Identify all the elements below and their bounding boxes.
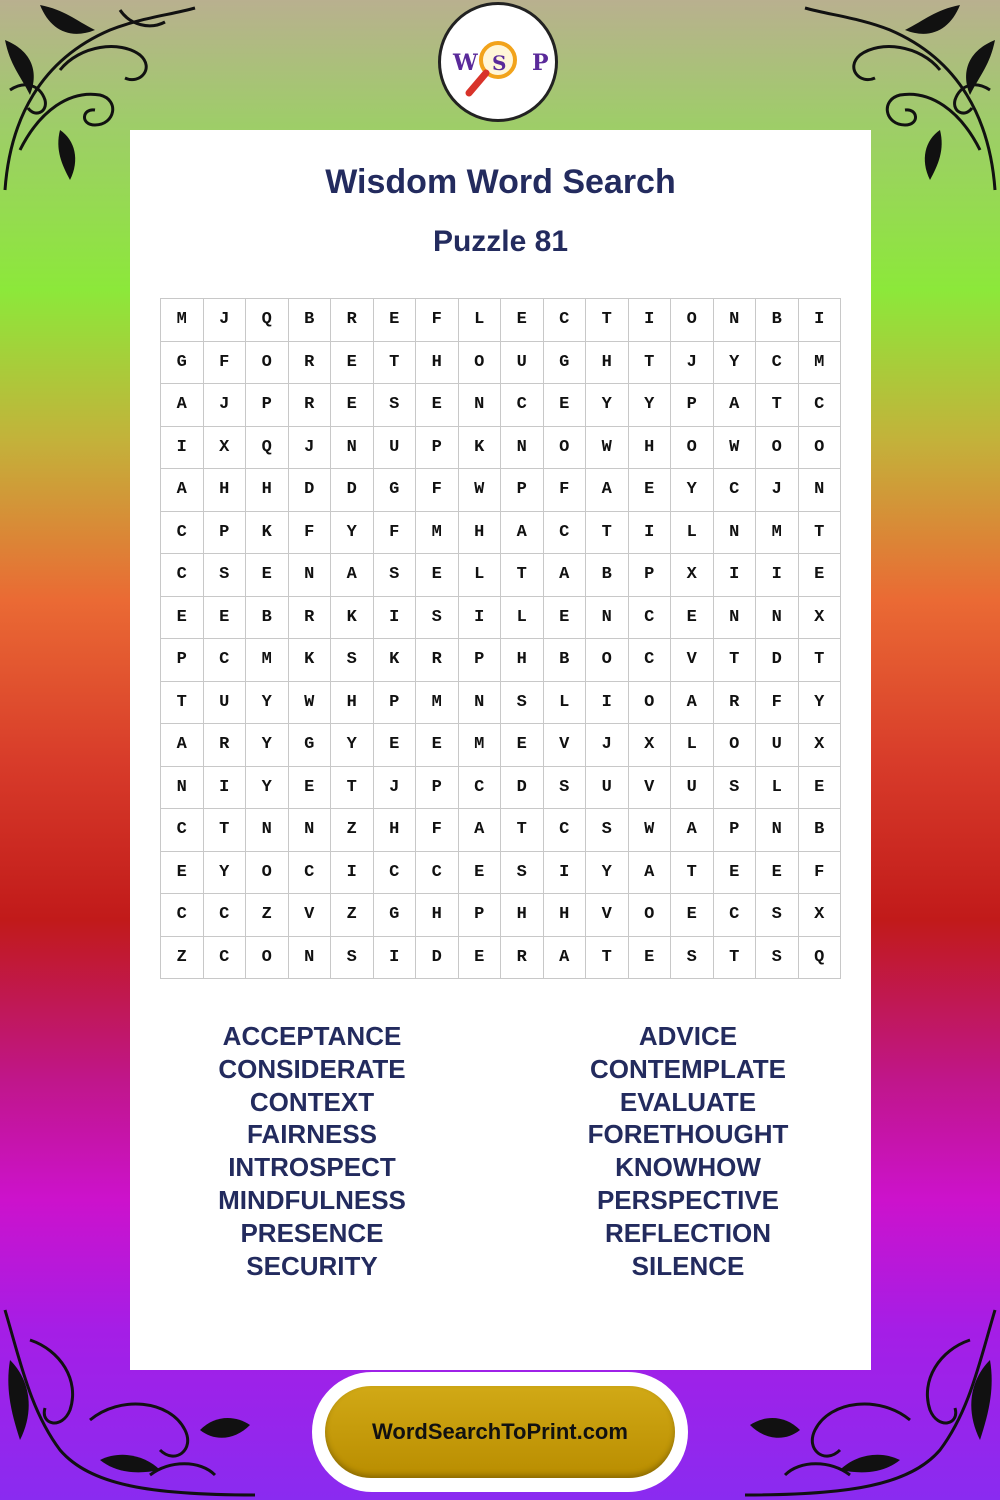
grid-cell[interactable]: V <box>544 724 587 767</box>
word-list-item: KNOWHOW <box>615 1152 761 1183</box>
grid-cell[interactable]: D <box>416 937 459 980</box>
grid-cell[interactable]: C <box>416 852 459 895</box>
grid-cell[interactable]: O <box>671 427 714 470</box>
grid-cell[interactable]: F <box>756 682 799 725</box>
grid-cell[interactable]: E <box>374 299 417 342</box>
grid-cell[interactable]: R <box>204 724 247 767</box>
grid-cell[interactable]: R <box>289 597 332 640</box>
grid-cell[interactable]: N <box>586 597 629 640</box>
grid-cell[interactable]: Y <box>714 342 757 385</box>
grid-cell[interactable]: E <box>416 724 459 767</box>
grid-cell[interactable]: M <box>416 682 459 725</box>
grid-cell[interactable]: M <box>459 724 502 767</box>
grid-cell[interactable]: M <box>756 512 799 555</box>
word-list-right <box>498 1020 878 1282</box>
grid-cell[interactable]: C <box>501 384 544 427</box>
grid-cell[interactable]: C <box>289 852 332 895</box>
grid-cell[interactable]: I <box>204 767 247 810</box>
grid-cell[interactable]: I <box>714 554 757 597</box>
grid-cell[interactable]: C <box>374 852 417 895</box>
grid-cell[interactable]: N <box>289 554 332 597</box>
grid-cell[interactable]: T <box>161 682 204 725</box>
grid-cell[interactable]: A <box>671 809 714 852</box>
grid-cell[interactable]: F <box>416 469 459 512</box>
grid-cell[interactable]: A <box>459 809 502 852</box>
grid-cell[interactable]: D <box>756 639 799 682</box>
grid-cell[interactable]: C <box>799 384 842 427</box>
grid-cell[interactable]: C <box>204 937 247 980</box>
grid-cell[interactable]: P <box>416 767 459 810</box>
grid-cell[interactable]: B <box>586 554 629 597</box>
grid-cell[interactable]: F <box>416 299 459 342</box>
grid-cell[interactable]: X <box>799 894 842 937</box>
grid-cell[interactable]: P <box>501 469 544 512</box>
grid-cell[interactable]: H <box>459 512 502 555</box>
grid-cell[interactable]: K <box>246 512 289 555</box>
grid-cell[interactable]: F <box>416 809 459 852</box>
grid-cell[interactable]: S <box>756 937 799 980</box>
grid-cell[interactable]: R <box>501 937 544 980</box>
grid-cell[interactable]: L <box>459 554 502 597</box>
grid-cell[interactable]: C <box>204 894 247 937</box>
grid-cell[interactable]: U <box>501 342 544 385</box>
grid-cell[interactable]: P <box>671 384 714 427</box>
grid-cell[interactable]: K <box>459 427 502 470</box>
grid-cell[interactable]: P <box>629 554 672 597</box>
grid-cell[interactable]: T <box>714 639 757 682</box>
grid-cell[interactable]: O <box>714 724 757 767</box>
grid-cell[interactable]: E <box>501 299 544 342</box>
logo-letter-p: P <box>532 50 549 76</box>
grid-cell[interactable]: G <box>374 469 417 512</box>
grid-cell[interactable]: B <box>544 639 587 682</box>
grid-cell[interactable]: A <box>161 724 204 767</box>
grid-cell[interactable]: X <box>204 427 247 470</box>
grid-cell[interactable]: S <box>671 937 714 980</box>
grid-cell[interactable]: N <box>331 427 374 470</box>
word-list-item: SECURITY <box>246 1250 378 1281</box>
grid-cell[interactable]: G <box>289 724 332 767</box>
grid-cell[interactable]: C <box>756 342 799 385</box>
grid-cell[interactable]: U <box>586 767 629 810</box>
grid-cell[interactable]: V <box>629 767 672 810</box>
grid-cell[interactable]: F <box>204 342 247 385</box>
grid-cell[interactable]: Q <box>246 299 289 342</box>
grid-cell[interactable]: S <box>756 894 799 937</box>
grid-cell[interactable]: E <box>416 384 459 427</box>
grid-cell[interactable]: E <box>374 724 417 767</box>
grid-cell[interactable]: A <box>544 554 587 597</box>
grid-cell[interactable]: N <box>289 809 332 852</box>
grid-cell[interactable]: N <box>756 597 799 640</box>
grid-cell[interactable]: Y <box>629 384 672 427</box>
grid-cell[interactable]: A <box>161 469 204 512</box>
wsp-logo <box>438 2 558 122</box>
grid-cell[interactable]: L <box>501 597 544 640</box>
grid-cell[interactable]: Y <box>246 767 289 810</box>
grid-cell[interactable]: D <box>501 767 544 810</box>
grid-cell[interactable]: U <box>756 724 799 767</box>
grid-cell[interactable]: E <box>331 384 374 427</box>
letter-grid[interactable] <box>160 298 841 979</box>
grid-cell[interactable]: S <box>501 682 544 725</box>
grid-cell[interactable]: R <box>289 342 332 385</box>
grid-cell[interactable]: G <box>374 894 417 937</box>
word-list-item: REFLECTION <box>604 1217 772 1248</box>
grid-cell[interactable]: T <box>671 852 714 895</box>
grid-cell[interactable]: X <box>799 597 842 640</box>
grid-cell[interactable]: T <box>374 342 417 385</box>
grid-cell[interactable]: K <box>289 639 332 682</box>
grid-cell[interactable]: N <box>756 809 799 852</box>
grid-cell[interactable]: B <box>756 299 799 342</box>
grid-cell[interactable]: E <box>161 597 204 640</box>
grid-cell[interactable]: Y <box>586 384 629 427</box>
word-list-item: CONSIDERATE <box>218 1053 406 1084</box>
grid-cell[interactable]: H <box>246 469 289 512</box>
grid-cell[interactable]: C <box>161 894 204 937</box>
grid-cell[interactable]: T <box>204 809 247 852</box>
grid-cell[interactable]: Q <box>246 427 289 470</box>
grid-cell[interactable]: K <box>331 597 374 640</box>
grid-cell[interactable]: V <box>586 894 629 937</box>
grid-cell[interactable]: P <box>416 427 459 470</box>
grid-cell[interactable]: E <box>756 852 799 895</box>
grid-cell[interactable]: H <box>204 469 247 512</box>
grid-cell[interactable]: N <box>501 427 544 470</box>
word-list-item: CONTEMPLATE <box>590 1053 786 1084</box>
grid-cell[interactable]: T <box>799 639 842 682</box>
grid-cell[interactable]: J <box>374 767 417 810</box>
grid-cell[interactable]: C <box>714 469 757 512</box>
grid-cell[interactable]: O <box>544 427 587 470</box>
grid-cell[interactable]: C <box>161 512 204 555</box>
grid-cell[interactable]: P <box>374 682 417 725</box>
grid-cell[interactable]: T <box>756 384 799 427</box>
grid-cell[interactable]: C <box>161 554 204 597</box>
grid-cell[interactable]: S <box>374 554 417 597</box>
grid-cell[interactable]: C <box>459 767 502 810</box>
grid-cell[interactable]: S <box>501 852 544 895</box>
grid-cell[interactable]: T <box>586 937 629 980</box>
grid-cell[interactable]: P <box>161 639 204 682</box>
grid-cell[interactable]: R <box>331 299 374 342</box>
grid-cell[interactable]: H <box>416 894 459 937</box>
grid-cell[interactable]: E <box>459 937 502 980</box>
grid-cell[interactable]: P <box>459 639 502 682</box>
grid-cell[interactable]: E <box>204 597 247 640</box>
grid-cell[interactable]: L <box>459 299 502 342</box>
grid-cell[interactable]: X <box>799 724 842 767</box>
grid-cell[interactable]: E <box>799 767 842 810</box>
grid-cell[interactable]: E <box>416 554 459 597</box>
grid-cell[interactable]: L <box>671 512 714 555</box>
grid-cell[interactable]: Z <box>161 937 204 980</box>
grid-cell[interactable]: U <box>204 682 247 725</box>
grid-cell[interactable]: N <box>289 937 332 980</box>
grid-cell[interactable]: D <box>289 469 332 512</box>
grid-cell[interactable]: S <box>374 384 417 427</box>
word-list-item: SILENCE <box>631 1250 745 1281</box>
grid-cell[interactable]: O <box>756 427 799 470</box>
grid-cell[interactable]: A <box>629 852 672 895</box>
grid-cell[interactable]: N <box>459 682 502 725</box>
grid-cell[interactable]: E <box>246 554 289 597</box>
grid-cell[interactable]: Z <box>331 894 374 937</box>
grid-cell[interactable]: S <box>544 767 587 810</box>
grid-cell[interactable]: W <box>289 682 332 725</box>
grid-cell[interactable]: R <box>289 384 332 427</box>
grid-cell[interactable]: I <box>586 682 629 725</box>
grid-cell[interactable]: J <box>586 724 629 767</box>
grid-cell[interactable]: C <box>204 639 247 682</box>
grid-cell[interactable]: C <box>544 512 587 555</box>
grid-cell[interactable]: U <box>374 427 417 470</box>
grid-cell[interactable]: N <box>161 767 204 810</box>
grid-cell[interactable]: E <box>629 937 672 980</box>
grid-cell[interactable]: I <box>374 937 417 980</box>
grid-cell[interactable]: O <box>671 299 714 342</box>
word-list-item: FORETHOUGHT <box>587 1119 789 1150</box>
grid-cell[interactable]: W <box>714 427 757 470</box>
grid-cell[interactable]: E <box>501 724 544 767</box>
grid-cell[interactable]: W <box>586 427 629 470</box>
word-list-item: CONTEXT <box>249 1086 375 1117</box>
grid-cell[interactable]: T <box>586 299 629 342</box>
grid-cell[interactable]: H <box>544 894 587 937</box>
grid-cell[interactable]: Y <box>246 724 289 767</box>
grid-cell[interactable]: T <box>629 342 672 385</box>
grid-cell[interactable]: R <box>416 639 459 682</box>
word-list-left <box>122 1020 502 1282</box>
grid-cell[interactable]: S <box>416 597 459 640</box>
grid-cell[interactable]: W <box>629 809 672 852</box>
grid-cell[interactable]: B <box>289 299 332 342</box>
grid-cell[interactable]: Y <box>331 724 374 767</box>
grid-cell[interactable]: S <box>714 767 757 810</box>
grid-cell[interactable]: O <box>586 639 629 682</box>
word-list-item: MINDFULNESS <box>218 1184 406 1215</box>
grid-cell[interactable]: E <box>161 852 204 895</box>
grid-cell[interactable]: I <box>459 597 502 640</box>
grid-cell[interactable]: E <box>544 597 587 640</box>
grid-cell[interactable]: Z <box>246 894 289 937</box>
grid-cell[interactable]: T <box>501 809 544 852</box>
grid-cell[interactable]: A <box>331 554 374 597</box>
word-list-item: INTROSPECT <box>228 1152 396 1183</box>
grid-cell[interactable]: F <box>544 469 587 512</box>
grid-cell[interactable]: O <box>246 852 289 895</box>
grid-cell[interactable]: N <box>459 384 502 427</box>
grid-cell[interactable]: I <box>629 299 672 342</box>
grid-cell[interactable]: S <box>204 554 247 597</box>
grid-cell[interactable]: D <box>331 469 374 512</box>
grid-cell[interactable]: O <box>459 342 502 385</box>
grid-cell[interactable]: M <box>799 342 842 385</box>
grid-cell[interactable]: X <box>629 724 672 767</box>
grid-cell[interactable]: I <box>331 852 374 895</box>
grid-cell[interactable]: E <box>544 384 587 427</box>
grid-cell[interactable]: V <box>671 639 714 682</box>
grid-cell[interactable]: H <box>629 427 672 470</box>
grid-cell[interactable]: H <box>501 894 544 937</box>
grid-cell[interactable]: E <box>289 767 332 810</box>
grid-cell[interactable]: J <box>671 342 714 385</box>
grid-cell[interactable]: Q <box>799 937 842 980</box>
grid-cell[interactable]: H <box>501 639 544 682</box>
grid-cell[interactable]: I <box>799 299 842 342</box>
grid-cell[interactable]: F <box>289 512 332 555</box>
word-list-item: ACCEPTANCE <box>222 1021 402 1051</box>
logo-letter-s: S <box>492 51 507 75</box>
grid-cell[interactable]: S <box>586 809 629 852</box>
site-link[interactable]: WordSearchToPrint.com <box>372 1419 628 1444</box>
grid-cell[interactable]: V <box>289 894 332 937</box>
word-list-item: EVALUATE <box>619 1086 757 1117</box>
grid-cell[interactable]: A <box>161 384 204 427</box>
grid-cell[interactable]: A <box>586 469 629 512</box>
word-list-item: PRESENCE <box>240 1217 384 1248</box>
grid-cell[interactable]: T <box>799 512 842 555</box>
grid-cell[interactable]: K <box>374 639 417 682</box>
grid-cell[interactable]: N <box>714 299 757 342</box>
word-list-item: FAIRNESS <box>246 1119 378 1150</box>
grid-cell[interactable]: J <box>204 384 247 427</box>
grid-cell[interactable]: Y <box>246 682 289 725</box>
grid-cell[interactable]: P <box>714 809 757 852</box>
grid-cell[interactable]: S <box>331 937 374 980</box>
grid-cell[interactable]: H <box>374 809 417 852</box>
grid-cell[interactable]: J <box>204 299 247 342</box>
word-list-item: PERSPECTIVE <box>596 1184 780 1215</box>
grid-cell[interactable]: E <box>671 597 714 640</box>
page-title: Wisdom Word Search <box>325 163 676 201</box>
grid-cell[interactable]: P <box>204 512 247 555</box>
grid-cell[interactable]: P <box>459 894 502 937</box>
grid-cell[interactable]: Y <box>204 852 247 895</box>
grid-cell[interactable]: T <box>714 937 757 980</box>
grid-cell[interactable]: U <box>671 767 714 810</box>
grid-cell[interactable]: Y <box>331 512 374 555</box>
grid-cell[interactable]: C <box>629 597 672 640</box>
grid-cell[interactable]: N <box>246 809 289 852</box>
grid-cell[interactable]: Y <box>586 852 629 895</box>
grid-cell[interactable]: C <box>629 639 672 682</box>
grid-cell[interactable]: J <box>756 469 799 512</box>
grid-cell[interactable]: O <box>246 937 289 980</box>
grid-cell[interactable]: R <box>714 682 757 725</box>
grid-cell[interactable]: W <box>459 469 502 512</box>
grid-cell[interactable]: F <box>799 852 842 895</box>
grid-cell[interactable]: A <box>501 512 544 555</box>
puzzle-number: Puzzle 81 <box>432 225 569 258</box>
grid-cell[interactable]: Z <box>331 809 374 852</box>
grid-cell[interactable]: A <box>671 682 714 725</box>
grid-cell[interactable]: N <box>714 597 757 640</box>
footer-banner[interactable] <box>325 1386 675 1478</box>
grid-cell[interactable]: J <box>289 427 332 470</box>
grid-cell[interactable]: F <box>374 512 417 555</box>
grid-cell[interactable]: E <box>331 342 374 385</box>
grid-cell[interactable]: Y <box>671 469 714 512</box>
grid-cell[interactable]: T <box>501 554 544 597</box>
grid-cell[interactable]: I <box>544 852 587 895</box>
grid-cell[interactable]: M <box>246 639 289 682</box>
grid-cell[interactable]: B <box>799 809 842 852</box>
grid-cell[interactable]: I <box>756 554 799 597</box>
grid-cell[interactable]: E <box>671 894 714 937</box>
grid-cell[interactable]: O <box>246 342 289 385</box>
grid-cell[interactable]: G <box>161 342 204 385</box>
grid-cell[interactable]: L <box>671 724 714 767</box>
grid-cell[interactable]: A <box>544 937 587 980</box>
grid-cell[interactable]: C <box>161 809 204 852</box>
grid-cell[interactable]: P <box>246 384 289 427</box>
grid-cell[interactable]: C <box>544 809 587 852</box>
grid-cell[interactable]: L <box>544 682 587 725</box>
grid-cell[interactable]: I <box>161 427 204 470</box>
grid-cell[interactable]: H <box>416 342 459 385</box>
grid-cell[interactable]: O <box>629 894 672 937</box>
grid-cell[interactable]: E <box>799 554 842 597</box>
logo-letter-w: W <box>453 50 478 76</box>
grid-cell[interactable]: M <box>416 512 459 555</box>
grid-cell[interactable]: O <box>629 682 672 725</box>
grid-cell[interactable]: L <box>756 767 799 810</box>
grid-cell[interactable]: H <box>331 682 374 725</box>
grid-cell[interactable]: T <box>586 512 629 555</box>
grid-cell[interactable]: T <box>331 767 374 810</box>
grid-cell[interactable]: M <box>161 299 204 342</box>
grid-cell[interactable]: N <box>799 469 842 512</box>
grid-cell[interactable]: C <box>714 894 757 937</box>
word-list-item: ADVICE <box>638 1021 738 1051</box>
grid-cell[interactable]: N <box>714 512 757 555</box>
grid-cell[interactable]: A <box>714 384 757 427</box>
grid-cell[interactable]: X <box>671 554 714 597</box>
grid-cell[interactable]: G <box>544 342 587 385</box>
grid-cell[interactable]: O <box>799 427 842 470</box>
grid-cell[interactable]: I <box>374 597 417 640</box>
grid-cell[interactable]: E <box>459 852 502 895</box>
grid-cell[interactable]: S <box>331 639 374 682</box>
grid-cell[interactable]: H <box>586 342 629 385</box>
grid-cell[interactable]: B <box>246 597 289 640</box>
grid-cell[interactable]: Y <box>799 682 842 725</box>
grid-cell[interactable]: E <box>714 852 757 895</box>
grid-cell[interactable]: C <box>544 299 587 342</box>
grid-cell[interactable]: E <box>629 469 672 512</box>
grid-cell[interactable]: I <box>629 512 672 555</box>
